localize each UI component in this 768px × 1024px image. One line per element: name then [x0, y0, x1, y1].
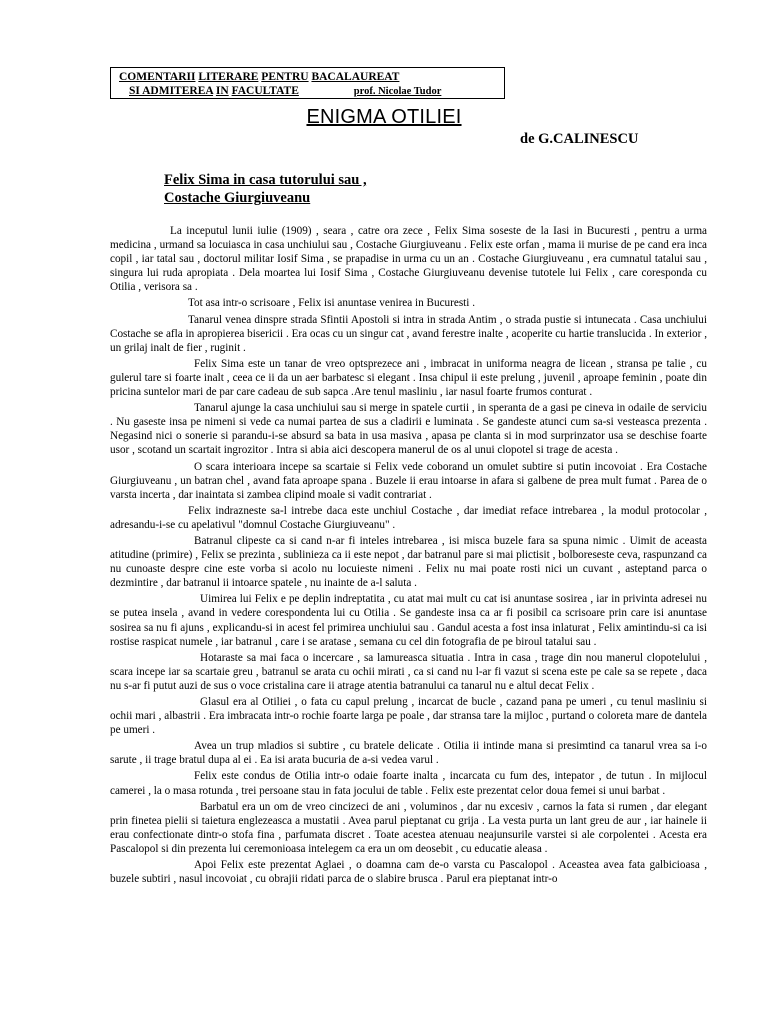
paragraph: Uimirea lui Felix e pe deplin indreptatita , cu atat mai mult cu cat isi anuntase sosirea , iar in privinta adresei nu se putea insela , avand in vedere corespondenta lui cu Otilia . Se gandeste insa ca ar fi posibil ca scrisoare prin care isi anuntase sosirea sa nu fi ajuns , explicandu-si in acest fel primirea unchiului sau . Gandul acesta a fost insa inlaturat , Felix amintindu-si ca isi rostise raspicat numele , iar batranul , care i se aratase , semana cu cel din fotografia de pe biroul tatalui sau .	[110, 593, 707, 648]
paragraph: Tanarul venea dinspre strada Sfintii Apostoli si intra in strada Antim , o strada pustie si intunecata . Casa unchiului Costache se afla in apropierea bisericii . Era ocas cu un singur cat , avand ferestre inalte , acoperite cu hartie translucida . In exterior , un grilaj inalt de fier , ruginit .	[110, 313, 707, 354]
header-word: PENTRU	[261, 71, 309, 83]
paragraph: Felix este condus de Otilia intr-o odaie foarte inalta , incarcata cu fum des, intepator , de tutun . In mijlocul camerei , la o masa rotunda , trei persoane stau in fata jocului de table . Felix este prezentat celor doua femei si unui barbat .	[110, 770, 707, 797]
paragraph: Felix indrazneste sa-l intrebe daca este unchiul Costache , dar imediat reface intrebarea , la modul protocolar , adresandu-i-se cu apelativul "domnul Costache Giurgiuveanu" .	[110, 504, 707, 531]
header-box	[110, 67, 505, 99]
paragraph: Felix Sima este un tanar de vreo optsprezece ani , imbracat in uniforma neagra de licean , stransa pe talie , cu gulerul tare si foarte inalt , ceea ce ii da un aer barbatesc si elegant . Insa chipul ii este prelung , juvenil , aproape feminin , poate din pricina suntelor mari de par care cadeau de sub sapca .Are tenul masliniu , iar nasul foarte frumos conturat .	[110, 357, 707, 399]
header-author: prof. Nicolae Tudor	[353, 86, 442, 97]
paragraph: Glasul era al Otiliei , o fata cu capul prelung , incarcat de bucle , cazand pana pe umeri , cu tenul masliniu si ochii mari , albastrii . Era imbracata intr-o rochie foarte larga pe poale , dar stransa tare la mijloc , purtand o coloreta mare de dantela pe umeri .	[110, 696, 707, 737]
header-word: BACALAUREAT	[311, 71, 400, 83]
header-line-2	[119, 84, 504, 99]
document-body	[110, 224, 707, 888]
header-word: LITERARE	[198, 71, 259, 83]
header-word: COMENTARII	[119, 71, 196, 83]
paragraph: O scara interioara incepe sa scartaie si Felix vede coborand un omulet subtire si putin incovoiat . Era Costache Giurgiuveanu , un batran chel , avand fata aproape spana . Buzele ii erau intoarse in afara si galbene de prea mult fumat . Parea de o varsta incerta , dar inaintata si zambea clipind moale si vadit contrariat .	[110, 460, 707, 501]
paragraph: La inceputul lunii iulie (1909) , seara , catre ora zece , Felix Sima soseste de la Iasi in Bucuresti , pentru a urma medicina , urmand sa locuiasca in casa unchiului sau , Costache Giurgiuveanu . Felix este orfan , mama ii murise de pe cand era inca copil , iar tatal sau , doctorul militar Iosif Sima , se prapadise in urma cu un an . Costache Giurgiuveanu , era cumnatul tatalui sau , singura lui ruda apropiata . Dela moartea lui Iosif Sima , Costache Giurgiuveanu devenise tutotele lui Felix , care coresponda cu Otilia , verisora sa .	[110, 225, 707, 294]
paragraph: Barbatul era un om de vreo cincizeci de ani , voluminos , dar nu excesiv , carnos la fata si rumen , dar elegant prin finetea pielii si taietura englezeasca a mustatii . Avea parul pieptanat cu grija . La vesta purta un lant greu de aur , iar hainele ii erau confectionate dintr-o stofa fina , parfumata discret . Toate acestea atenuau neajunsurile varstei si ale corpolentei . Acesta era Pascalopol si din prezenta lui ceremonioasa intelegem ca era un om deosebit , cu educatie aleasa .	[110, 800, 707, 855]
document-byline: de G.CALINESCU	[520, 131, 639, 147]
header-word: SI ADMITEREA	[129, 85, 214, 97]
paragraph: Avea un trup mladios si subtire , cu bratele delicate . Otilia ii intinde mana si presimtind ca tanarul vrea sa i-o sarute , ii trage bratul dupa al ei . Ea isi arata bucuria de a-si vedea varul .	[110, 740, 707, 767]
section-subtitle: Felix Sima in casa tutorului sau , Costache Giurgiuveanu	[164, 172, 367, 206]
header-word: IN	[215, 85, 229, 97]
paragraph: Tanarul ajunge la casa unchiului sau si merge in spatele curtii , in speranta de a gasi pe cineva in odaile de serviciu . Nu gaseste insa pe nimeni si vede ca numai partea de sus a cladirii e luminata . Se gandeste atunci cum sa-si vesteasca prezenta . Negasind nici o sonerie si parandu-i-se absurd sa bata in usa masiva , apasa pe clanta si in mod surprinzator usa se deschise foarte usor , scotand un scartait ingrozitor . Intra si abia aici descopera manerul de os al unui clopotel si trage de acesta .	[110, 402, 707, 457]
document-title: ENIGMA OTILIEI	[306, 106, 462, 128]
paragraph: Hotaraste sa mai faca o incercare , sa lamureasca situatia . Intra in casa , trage din nou manerul clopotelului , scara incepe iar sa scartaie greu , batranul se arata cu ochii mirati , ca si cand nu l-ar fi vazut si scena este pe cale sa se repete , daca nu s-ar fi putut auzi de sus o voce cristalina care ii atrage atentia batranului ca tanarul nu e altul decat Felix .	[110, 651, 707, 692]
header-word: FACULTATE	[231, 85, 299, 97]
header-line-1	[119, 70, 504, 84]
paragraph: Tot asa intr-o scrisoare , Felix isi anuntase venirea in Bucuresti .	[188, 297, 475, 310]
paragraph: Apoi Felix este prezentat Aglaei , o doamna cam de-o varsta cu Pascalopol . Aceastea avea fata galbicioasa , buzele subtiri , nasul incovoiat , cu obrajii ridati parca de o slabire brusca . Parul era pieptanat intr-o	[110, 859, 707, 886]
paragraph: Batranul clipeste ca si cand n-ar fi inteles intrebarea , isi misca buzele fara sa spuna nimic . Uimit de aceasta atitudine (primire) , Felix se prezinta , sublinieza ca ii este nepot , dar batranul pare si mai plictisit , bolboreseste ceva, raspunzand ca nu cunoaste despre cine este vorba si acolo nu locuieste nimeni . Felix nu mai poate rosti nici un cuvant , asteptand parca o dezmintire , dar batranul ii intoarce spatele , nu inainte de a-l saluta .	[110, 534, 707, 590]
